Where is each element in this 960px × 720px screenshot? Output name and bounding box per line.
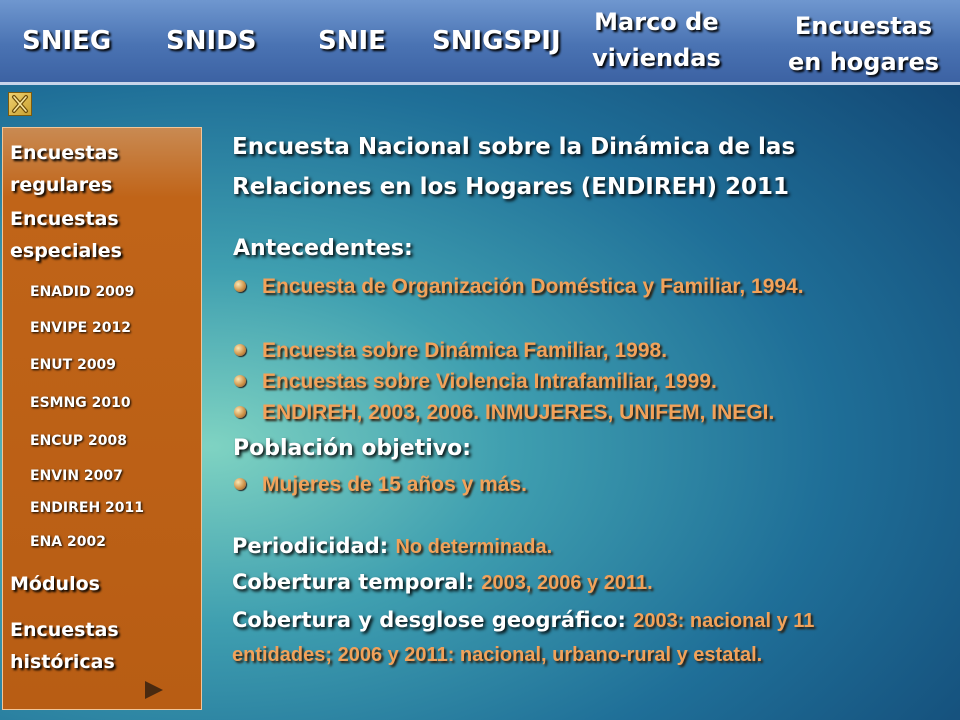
antecedente-item: Encuesta sobre Dinámica Familiar, 1998. <box>262 336 942 366</box>
antecedente-item: Encuesta de Organización Doméstica y Familiar, 1994. <box>262 272 942 302</box>
cobertura-temporal-label: Cobertura temporal: <box>232 570 482 594</box>
close-icon[interactable] <box>8 92 32 116</box>
poblacion-heading: Población objetivo: <box>233 436 472 461</box>
sidebar-subitem-enut[interactable]: ENUT 2009 <box>30 357 117 373</box>
next-arrow-icon[interactable] <box>143 680 165 704</box>
periodicidad-line <box>232 534 552 559</box>
page-title: Encuesta Nacional sobre la Dinámica de las Relaciones en los Hogares (ENDIREH) 2011 <box>232 134 796 200</box>
sidebar-subitem-ena[interactable]: ENA 2002 <box>30 534 106 550</box>
sidebar-subitem-envin[interactable]: ENVIN 2007 <box>30 468 123 484</box>
cobertura-geografica-value: 2003: nacional y 11 <box>633 610 815 632</box>
nav-snigspij[interactable]: SNIGSPIJ <box>432 26 561 56</box>
bullet-icon <box>234 280 246 292</box>
periodicidad-label: Periodicidad: <box>232 534 396 558</box>
poblacion-item: Mujeres de 15 años y más. <box>262 470 942 500</box>
bullet-icon <box>234 375 246 387</box>
antecedentes-heading: Antecedentes: <box>233 236 413 261</box>
cobertura-geografica-continuation: entidades; 2006 y 2011: nacional, urbano-rural y estatal. <box>232 644 763 666</box>
sidebar-item-encuestas-regulares[interactable]: Encuestas regulares <box>10 142 119 196</box>
cobertura-geografica-label: Cobertura y desglose geográfico: <box>232 608 634 632</box>
periodicidad-value: No determinada. <box>395 536 553 558</box>
sidebar-subitem-encup[interactable]: ENCUP 2008 <box>30 433 128 449</box>
bullet-icon <box>234 344 246 356</box>
cobertura-temporal-line <box>232 570 653 595</box>
nav-encuestas-en-hogares[interactable]: Encuestas en hogares <box>788 12 940 76</box>
nav-snids[interactable]: SNIDS <box>166 26 257 56</box>
nav-marco-de-viviendas[interactable]: Marco de viviendas <box>592 8 721 72</box>
cobertura-temporal-value: 2003, 2006 y 2011. <box>481 572 653 594</box>
bullet-icon <box>234 478 246 490</box>
sidebar-subitem-endireh[interactable]: ENDIREH 2011 <box>30 500 145 516</box>
sidebar-subitem-envipe[interactable]: ENVIPE 2012 <box>30 320 131 336</box>
antecedente-item: Encuestas sobre Violencia Intrafamiliar, 1999. <box>262 367 942 397</box>
nav-snie[interactable]: SNIE <box>318 26 386 56</box>
cobertura-geografica-line <box>232 608 814 633</box>
sidebar-item-encuestas-especiales[interactable]: Encuestas especiales <box>10 208 122 262</box>
bullet-icon <box>234 406 246 418</box>
top-navigation-bar <box>0 0 960 85</box>
sidebar-item-encuestas-historicas[interactable]: Encuestas históricas <box>10 619 119 673</box>
sidebar-subitem-esmng[interactable]: ESMNG 2010 <box>30 395 131 411</box>
sidebar-item-modulos[interactable]: Módulos <box>10 573 100 595</box>
nav-snieg[interactable]: SNIEG <box>22 26 112 56</box>
antecedente-item: ENDIREH, 2003, 2006. INMUJERES, UNIFEM, INEGI. <box>262 398 942 428</box>
sidebar-subitem-enadid[interactable]: ENADID 2009 <box>30 284 135 300</box>
